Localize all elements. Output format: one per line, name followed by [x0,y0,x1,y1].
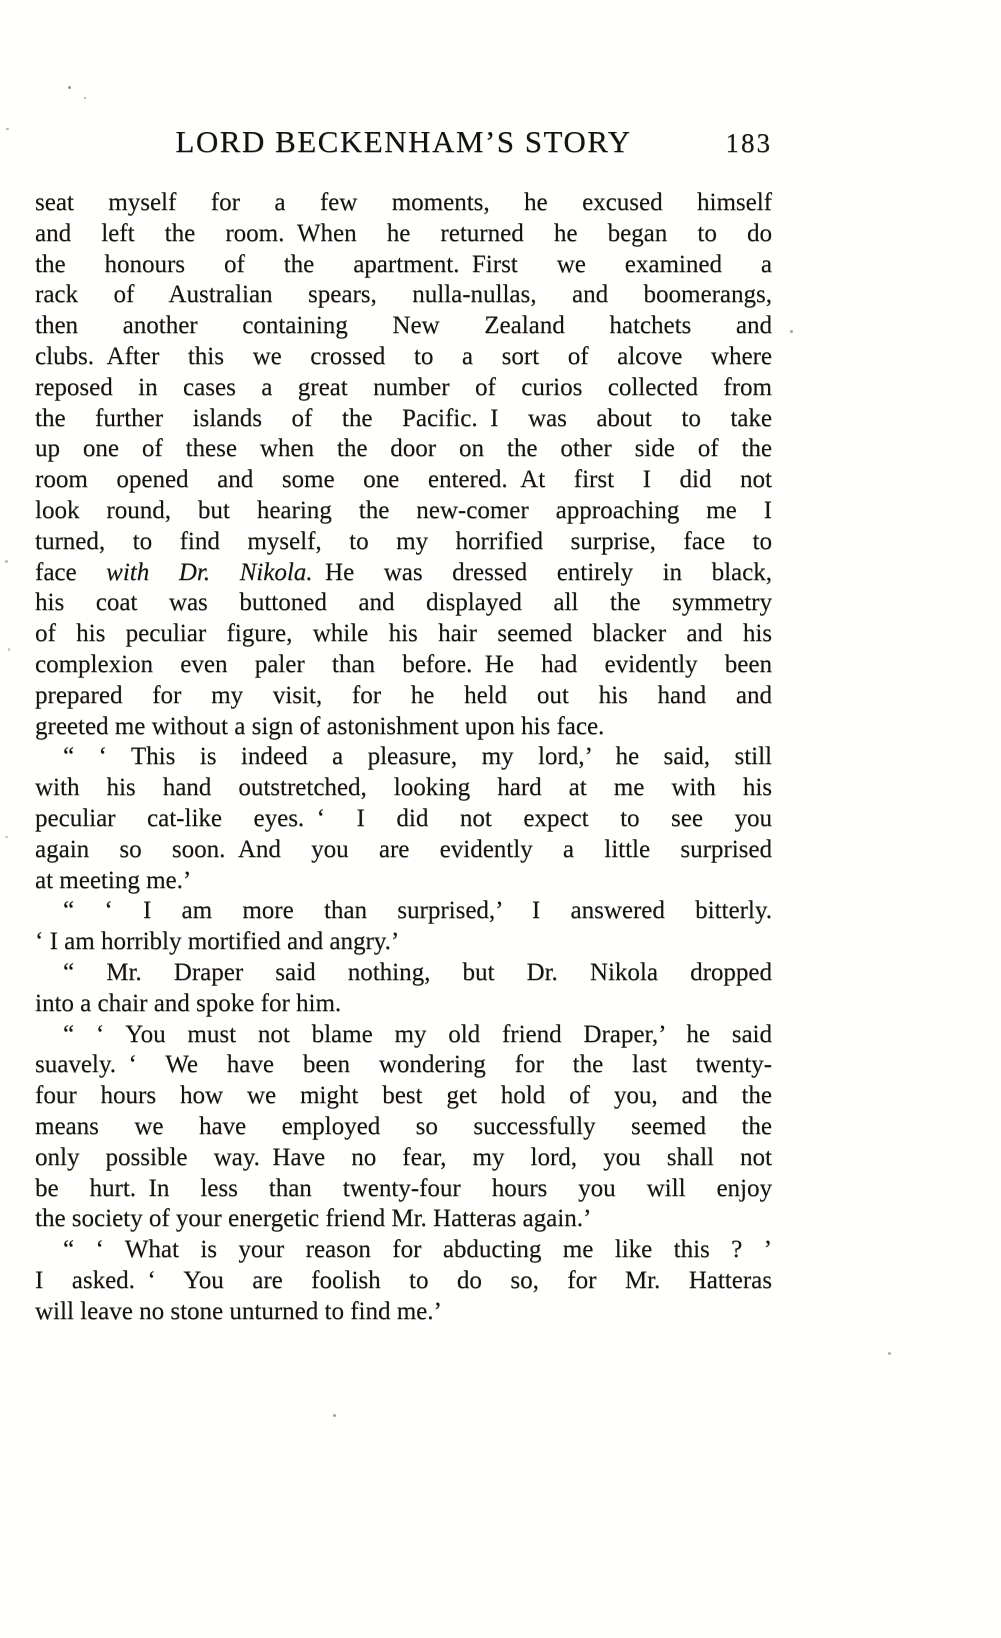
text-line: greeted me without a sign of astonishment upon his face. [35,712,605,740]
text-line: at meeting me.’ [35,866,192,894]
scan-speck [5,560,8,563]
text-line: again so soon. And you are evidently a little surprised [35,835,772,863]
text-line [35,558,772,589]
text-segment: He was dressed entirely in black, [312,558,772,586]
text-line: will leave no stone unturned to find me.’ [35,1297,442,1325]
text-line: “ Mr. Draper said nothing, but Dr. Nikola dropped [63,958,772,986]
text-line: the honours of the apartment. First we examined a [35,250,772,278]
text-line: “ ‘ You must not blame my old friend Draper,’ he said [63,1020,772,1048]
text-line: turned, to find myself, to my horrified surprise, face to [35,527,772,555]
text-line: complexion even paler than before. He had evidently been [35,650,772,678]
text-line: and left the room. When he returned he began to do [35,219,772,247]
scan-speck [5,836,8,838]
text-line: rack of Australian spears, nulla-nullas, and boomerangs, [35,281,772,309]
text-line: only possible way. Have no fear, my lord, you shall not [35,1143,772,1171]
page-title: LORD BECKENHAM’S STORY [175,124,632,159]
text-segment: face [35,558,107,586]
text-line: reposed in cases a great number of curios collected from [35,373,772,401]
text-line: then another containing New Zealand hatchets and [35,312,772,340]
text-line: of his peculiar figure, while his hair seemed blacker and his [35,620,772,648]
italic-phrase: with Dr. Nikola. [106,558,313,586]
scan-speck [790,330,793,333]
scan-speck [68,86,71,89]
text-line: with his hand outstretched, looking hard at me with his [35,774,772,802]
text-line: into a chair and spoke for him. [35,989,342,1017]
text-line: means we have employed so successfully seemed the [35,1112,772,1140]
scan-speck [6,128,9,130]
text-line: seat myself for a few moments, he excused himself [35,189,772,216]
scan-speck [8,648,10,651]
page-header [35,124,772,166]
text-line: the society of your energetic friend Mr. Hatteras again.’ [35,1205,592,1233]
text-line: clubs. After this we crossed to a sort of alcove where [35,342,772,370]
text-line: “ ‘ This is indeed a pleasure, my lord,’ he said, still [63,743,772,771]
page-number: 183 [725,128,772,158]
text-line: his coat was buttoned and displayed all the symmetry [35,589,772,617]
text-line: “ ‘ What is your reason for abducting me like this ? ’ [63,1236,772,1264]
text-line: be hurt. In less than twenty-four hours you will enjoy [35,1174,772,1202]
text-line: ‘ I am horribly mortified and angry.’ [35,928,400,956]
text-line: peculiar cat-like eyes. ‘ I did not expect to see you [35,804,772,832]
scan-speck [888,1352,891,1355]
text-line: room opened and some one entered. At first I did not [35,466,772,494]
text-line: prepared for my visit, for he held out his hand and [35,681,772,709]
text-line: I asked. ‘ You are foolish to do so, for Mr. Hatteras [35,1266,772,1294]
text-line: up one of these when the door on the other side of the [35,435,772,463]
text-block [35,188,772,1327]
scan-speck [333,1414,336,1417]
text-line: suavely. ‘ We have been wondering for the last twenty- [35,1051,772,1079]
scan-speck [84,97,86,99]
text-line: four hours how we might best get hold of you, and the [35,1082,772,1110]
page-content [35,124,772,1327]
text-line: look round, but hearing the new-comer approaching me I [35,496,772,524]
text-line: the further islands of the Pacific. I was about to take [35,404,772,432]
text-line: “ ‘ I am more than surprised,’ I answered bitterly. [63,897,772,925]
